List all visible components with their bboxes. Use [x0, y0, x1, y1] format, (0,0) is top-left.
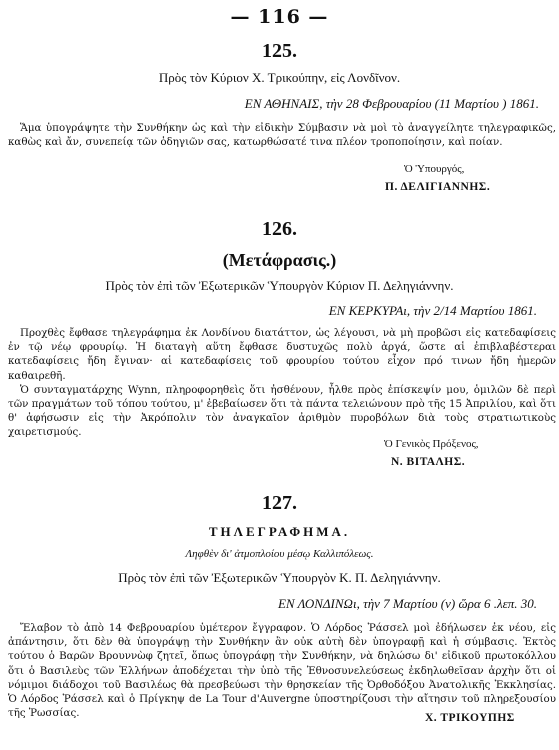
doc-127-body [8, 621, 556, 720]
doc-125-body [8, 121, 556, 149]
doc-125-address: Πρὸς τὸν Κύριον Χ. Τρικούπην, εἰς Λονδῖνον. [158, 70, 401, 85]
doc-125-signature-title: Ὁ Ὑπουργός, [404, 163, 465, 175]
doc-126-signature-title: Ὁ Γενικὸς Πρόξενος, [384, 438, 479, 450]
doc-127-subheading: Ληφθὲν δι' ἀτμοπλοίου μέσῳ Καλλιπόλεως. [185, 548, 374, 560]
doc-number-125: 125. [262, 40, 297, 62]
page-number: — 116 — [230, 6, 329, 28]
doc-125-signature-name: Π. ΔΕΛΙΓΙΑΝΝΗΣ. [385, 181, 491, 193]
doc-126-paragraph-1: Προχθὲς ἔφθασε τηλεγράφημα ἐκ Λονδίνου διατάττον, ὡς λέγουσι, νὰ μὴ προβῶσι εἰς κατεδαφίσεις ἐν τῷ νέῳ φρουρίῳ. Ἡ διαταγὴ αὕτη ἔφθασε δυστυχῶς πολὺ ἀργά, ὥστε αἱ ἐπιβλαβέστεραι κατεδαφίσεις ἤδη ἔγιναν· αἱ κατεδαφίσεις τοῦ φρουρίου τούτου εἶχον πρό τινων ἤδη ἡμερῶν καθαιρεθῆ. [8, 327, 556, 382]
doc-127-signature-name: Χ. ΤΡΙΚΟΥΠΗΣ [425, 712, 515, 724]
doc-125-date: ΕΝ ΑΘΗΝΑΙΣ, τὴν 28 Φεβρουαρίου (11 Μαρτίου ) 1861. [244, 96, 539, 111]
doc-127-address: Πρὸς τὸν ἐπὶ τῶν Ἐξωτερικῶν Ὑπουργὸν Κ. Π. Δεληγιάννην. [118, 570, 441, 585]
doc-126-paragraph-2: Ὁ συνταγματάρχης Wynn, πληροφορηθεὶς ὅτι ἠσθένουν, ἦλθε πρὸς ἐπίσκεψίν μου, ὁμιλῶν δὲ περὶ τῶν πραγμάτων τοῦ τόπου τούτου, μ' ἐβεβαίωσεν ὅτι τὰ πάντα τελειώνουν πρὸ τῆς 15 Ἀπριλίου, καὶ ὅτι θ' ἀφήσωσιν εἰς τὴν Ἀκρόπολιν τὸν ἀναγκαῖον ἀριθμὸν πυροβόλων διὰ τοὺς στρατιωτικοὺς χαιρετισμούς. [8, 383, 556, 439]
doc-126-address: Πρὸς τὸν ἐπὶ τῶν Ἐξωτερικῶν Ὑπουργὸν Κύριον Π. Δεληγιάννην. [105, 278, 454, 293]
doc-127-heading: ΤΗΛΕΓΡΑΦΗΜΑ. [208, 524, 351, 539]
doc-127-date: ΕΝ ΛΟΝΔΙΝΩι, τὴν 7 Μαρτίου (ν) ὥρα 6 .λεπ. 30. [277, 596, 537, 611]
doc-126-body [8, 326, 556, 440]
doc-127-paragraph: Ἔλαβον τὸ ἀπὸ 14 Φεβρουαρίου ὑμέτερον ἔγγραφον. Ὁ Λόρδος Ῥάσσελ μοὶ ἐδήλωσεν ἐκ νέου, εἰς ἀπάντησιν, ὅτι δὲν θὰ ὑπογράψῃ τὴν Συνθήκην ἂν οὐκ αὐτὴ δὲν ὑπογραφῇ καὶ ἡ σύμβασις. Ἐκτὸς τούτου ὁ Βαρῶν Βρουννὼφ ζητεῖ, ὅπως ὑπογράφῃ τὴν Συνθήκην, νὰ δηλώσω δι' εἰδικοῦ πρωτοκόλλου ὅτι ὁ Βασιλεὺς τῶν Ἑλλήνων ἀποδέχεται τὴν ὑπὸ τῆς Ἐθνοσυνελεύσεως ἐκδηλωθεῖσαν ἀρχὴν ὅτι οἱ νόμιμοι διάδοχοι τοῦ Βασιλέως θὰ πρεσβεύωσι τὴν θρησκείαν τῆς Ὀρθοδόξου Ἀνατολικῆς Ἐκκλησίας. Ὁ Λόρδος Ῥάσσελ καὶ ὁ Πρίγκηψ de La Tour d'Auvergne ὑποστηρίζουσι τὴν αἴτησιν τοῦ πληρεξουσίου τῆς Ῥωσσίας. [8, 622, 556, 720]
doc-126-date: ΕΝ ΚΕΡΚΥΡΑι, τὴν 2/14 Μαρτίου 1861. [328, 303, 537, 318]
doc-125-paragraph: Ἅμα ὑπογράψητε τὴν Συνθήκην ὡς καὶ τὴν εἰδικὴν Σύμβασιν νὰ μοὶ τὸ ἀναγγείλητε τηλεγραφικῶς, καθὼς καὶ ἄν, συνεπείᾳ τῶν ὁδηγιῶν σας, κατωρθώσατέ τινα πλέον τροποποίησιν, καὶ ποίαν. [8, 122, 556, 149]
doc-126-translation-note: (Μετάφρασις.) [222, 250, 337, 270]
doc-number-127: 127. [262, 492, 297, 514]
doc-126-signature-name: Ν. ΒΙΤΑΛΗΣ. [391, 456, 466, 468]
doc-number-126: 126. [262, 218, 297, 240]
